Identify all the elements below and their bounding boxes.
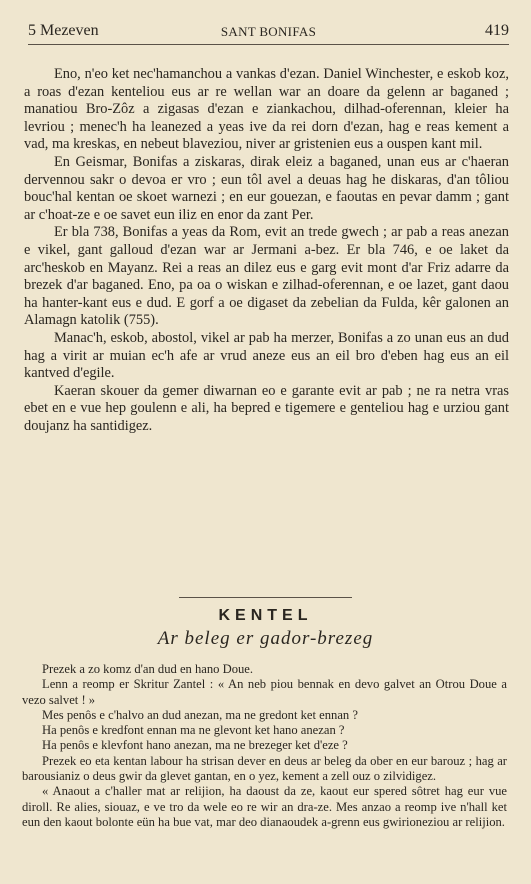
lesson-paragraph: Ha penôs e kredfont ennan ma ne glevont ket hano anezan ?	[42, 723, 345, 738]
paragraph: Er bla 738, Bonifas a yeas da Rom, evit an trede gwech ; ar pab a reas anezan e vikel, gant galloud d'ezan war ar Jermani a-bez. Er bla 746, e oe laket da arc'heskob en Mayanz. Rei a reas an dilez eus e garg evit mont d'ar Friz adarre da brezek d'ar baganed. Eno, pa oa o wiskan e zilhad-oferennan, e oe lazet, gant daou ha hanter-kant eus e dud. E gorf a oe digaset da zebelian da Fulda, kêr galonen an Alamagn katolik (755).	[24, 224, 509, 329]
lesson-paragraph: « Anaout a c'haller mat ar relijion, ha daoust da ze, kaout eur spered sôtret hag eur vue diroll. Re alies, siouaz, e ve tro da wele eo re wir an dra-ze. Mes anzao a reomp ive n'hall ket eun den kaout bolonte eün ha bue vat, mar deo dianaoudek a-grenn eus gwirioneziou ar relijion.	[22, 784, 507, 829]
lesson-paragraph: Mes penôs e c'halvo an dud anezan, ma ne gredont ket ennan ?	[42, 707, 358, 722]
paragraph: Manac'h, eskob, abostol, vikel ar pab ha merzer, Bonifas a zo unan eus an dud hag a virit ar muian ec'h afe ar vrud aneze eus an eil bro d'eben hag eus an eil kantved d'egile.	[24, 329, 509, 382]
lesson-text	[22, 662, 507, 830]
section-divider	[179, 597, 352, 598]
paragraph: En Geismar, Bonifas a ziskaras, dirak eleiz a baganed, unan eus ar c'haeran dervennou sakr o devoa er vro ; eun tôl avel a deuas hag he diskaras, d'an tôliou bouc'hal kentan oe skoet warnezi ; en eur gouezan, e faoutas en pevar damm ; gant ar c'hoat-ze e oe savet eun iliz en enor da zant Per.	[24, 153, 509, 223]
lesson-paragraph: Lenn a reomp er Skritur Zantel : « An neb piou bennak en devo galvet an Otrou Doue a vezo salvet ! »	[22, 677, 507, 707]
main-text	[24, 66, 509, 435]
paragraph: Kaeran skouer da gemer diwarnan eo e garante evit ar pab ; ne ra netra vras ebet en e vue hep goulenn e ali, ha bepred e tigemere e genteliou hag e urziou gant doujanz ha santidigez.	[24, 382, 509, 434]
lesson-paragraph: Prezek eo eta kentan labour ha strisan dever en deus ar beleg da ober en eur barouz ; hag ar barousianiz o deus gwir da glevet gantan, en o yez, kement a zell ouz o zilvidigez.	[22, 753, 507, 784]
header-date: 5 Mezeven	[28, 22, 99, 39]
lesson-paragraph: Ha penôs e klevfont hano anezan, ma ne brezeger ket d'eze ?	[42, 738, 348, 753]
section-title: KENTEL	[218, 607, 313, 624]
lesson-paragraph: Prezek a zo komz d'an dud en hano Doue.	[42, 662, 254, 676]
header-title: SANT BONIFAS	[220, 24, 317, 39]
header-rule	[28, 44, 509, 45]
page-number: 419	[485, 22, 509, 39]
paragraph: Eno, n'eo ket nec'hamanchou a vankas d'ezan. Daniel Winchester, e eskob koz, a roas d'ezan kenteliou eus ar re wellan war an doare da gelenn ar baganed ; manatiou Bro-Zôz a zigasas d'ezan e ziankachou, dilhad-oferennan, kleier ha levriou ; menec'h ha leanezed a yeas ive da rei dorn d'ezan, hag e reas kement a vad, ma kreskas, en nebeut blaveziou, niver ar gristenien eus a ouspen kant mil.	[24, 66, 509, 153]
running-header	[28, 22, 509, 42]
section-subtitle: Ar beleg er gador-brezeg	[157, 628, 374, 649]
